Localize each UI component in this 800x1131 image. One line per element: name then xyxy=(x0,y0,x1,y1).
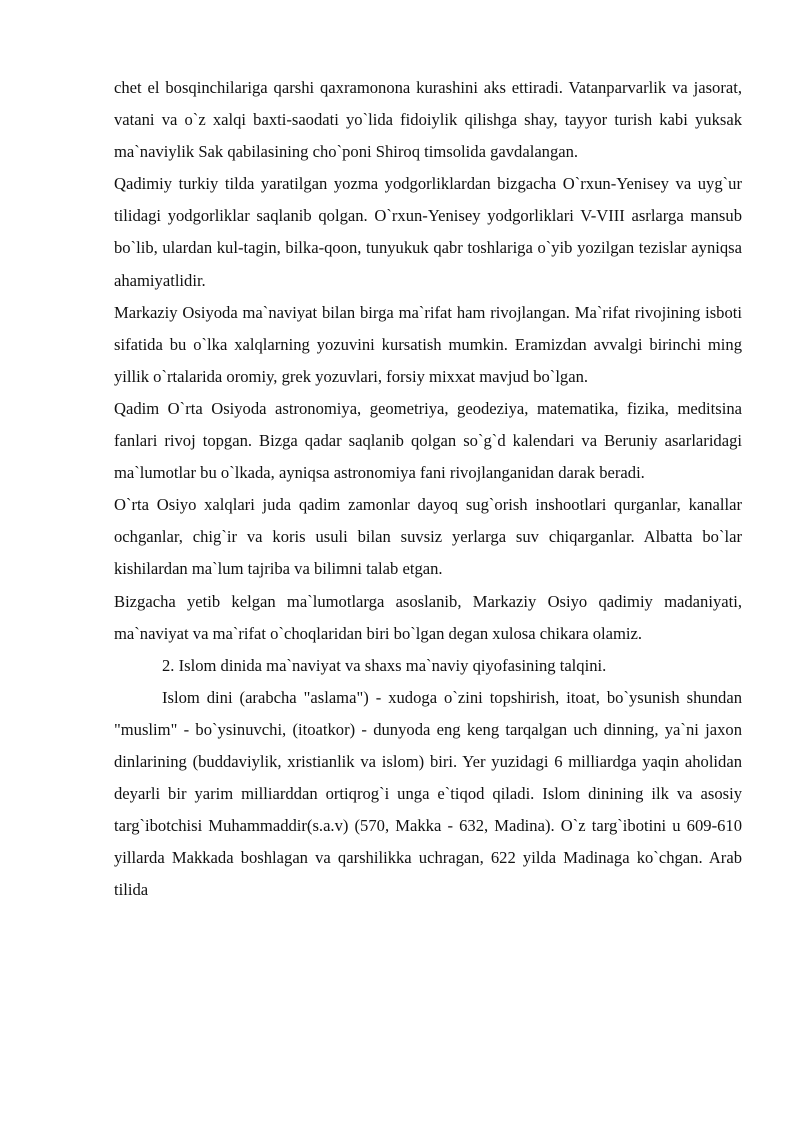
document-body xyxy=(114,72,742,906)
paragraph-orkhon-yenisei: Qadimiy turkiy tilda yaratilgan yozma yodgorliklardan bizgacha O`rxun-Yenisey va uyg`ur tilidagi yodgorliklar saqlanib qolgan. O`rxun-Yenisey yodgorliklari V-VIII asrlarga mansub bo`lib, ulardan kul-tagin, bilka-qoon, tunyukuk qabr toshlariga o`yib yozilgan tezislar ayniqsa ahamiyatlidir. xyxy=(114,174,742,290)
paragraph-sciences: Qadim O`rta Osiyoda astronomiya, geometriya, geodeziya, matematika, fizika, meditsina fanlari rivoj topgan. Bizga qadar saqlanib qolgan so`g`d kalendari va Beruniy asarlaridagi ma`lumotlar bu o`lkada, ayniqsa astronomiya fani rivojlanganidan darak beradi. xyxy=(114,398,742,483)
paragraph-irrigation: O`rta Osiyo xalqlari juda qadim zamonlar dayoq sug`orish inshootlari qurganlar, kanallar ochganlar, chig`ir va koris usuli bilan suvsiz yerlarga suv chiqarganlar. Albatta bo`lar kishilardan ma`lum tajriba va bilimni talab etgan. xyxy=(114,495,742,579)
paragraph-enlightenment-writing: Markaziy Osiyoda ma`naviyat bilan birga ma`rifat ham rivojlangan. Ma`rifat rivojining isboti sifatida bu o`lka xalqlarning yozuvini kursatish mumkin. Eramizdan avvalgi birinchi ming yillik o`rtalarida oromiy, grek yozuvlari, forsiy mixxat mavjud bo`lgan. xyxy=(114,302,742,386)
paragraph-heroism: chet el bosqinchilariga qarshi qaxramonona kurashini aks ettiradi. Vatanparvarlik va jasorat, vatani va o`z xalqi baxti-saodati yo`lida fidoiylik qilishga shay, tayyor turish kabi yuksak ma`naviylik Sak qabilasining cho`poni Shiroq timsolida gavdalangan. xyxy=(114,78,742,162)
paragraph-islam: Islom dini (arabcha "aslama") - xudoga o`zini topshirish, itoat, bo`ysunish shundan "muslim" - bo`ysinuvchi, (itoatkor) - dunyoda eng keng tarqalgan uch dinning, ya`ni jaxon dinlarining (buddaviylik, xristianlik va islom) biri. Yer yuzidagi 6 milliardga yaqin aholidan deyarli bir yarim milliarddan ortiqrog`i unga e`tiqod qiladi. Islom dinining ilk va asosiy targ`ibotchisi Muhammaddir(s.a.v) (570, Makka - 632, Madina). O`z targ`ibotini u 609-610 yillarda Makkada boshlagan va qarshilikka uchragan, 622 yilda Madinaga ko`chgan. Arab tilida xyxy=(114,687,742,900)
paragraph-conclusion: Bizgacha yetib kelgan ma`lumotlarga asoslanib, Markaziy Osiyo qadimiy madaniyati, ma`naviyat va ma`rifat o`choqlaridan biri bo`lgan degan xulosa chikara olamiz. xyxy=(114,591,742,643)
section-heading: 2. Islom dinida ma`naviyat va shaxs ma`naviy qiyofasining talqini. xyxy=(162,655,607,675)
